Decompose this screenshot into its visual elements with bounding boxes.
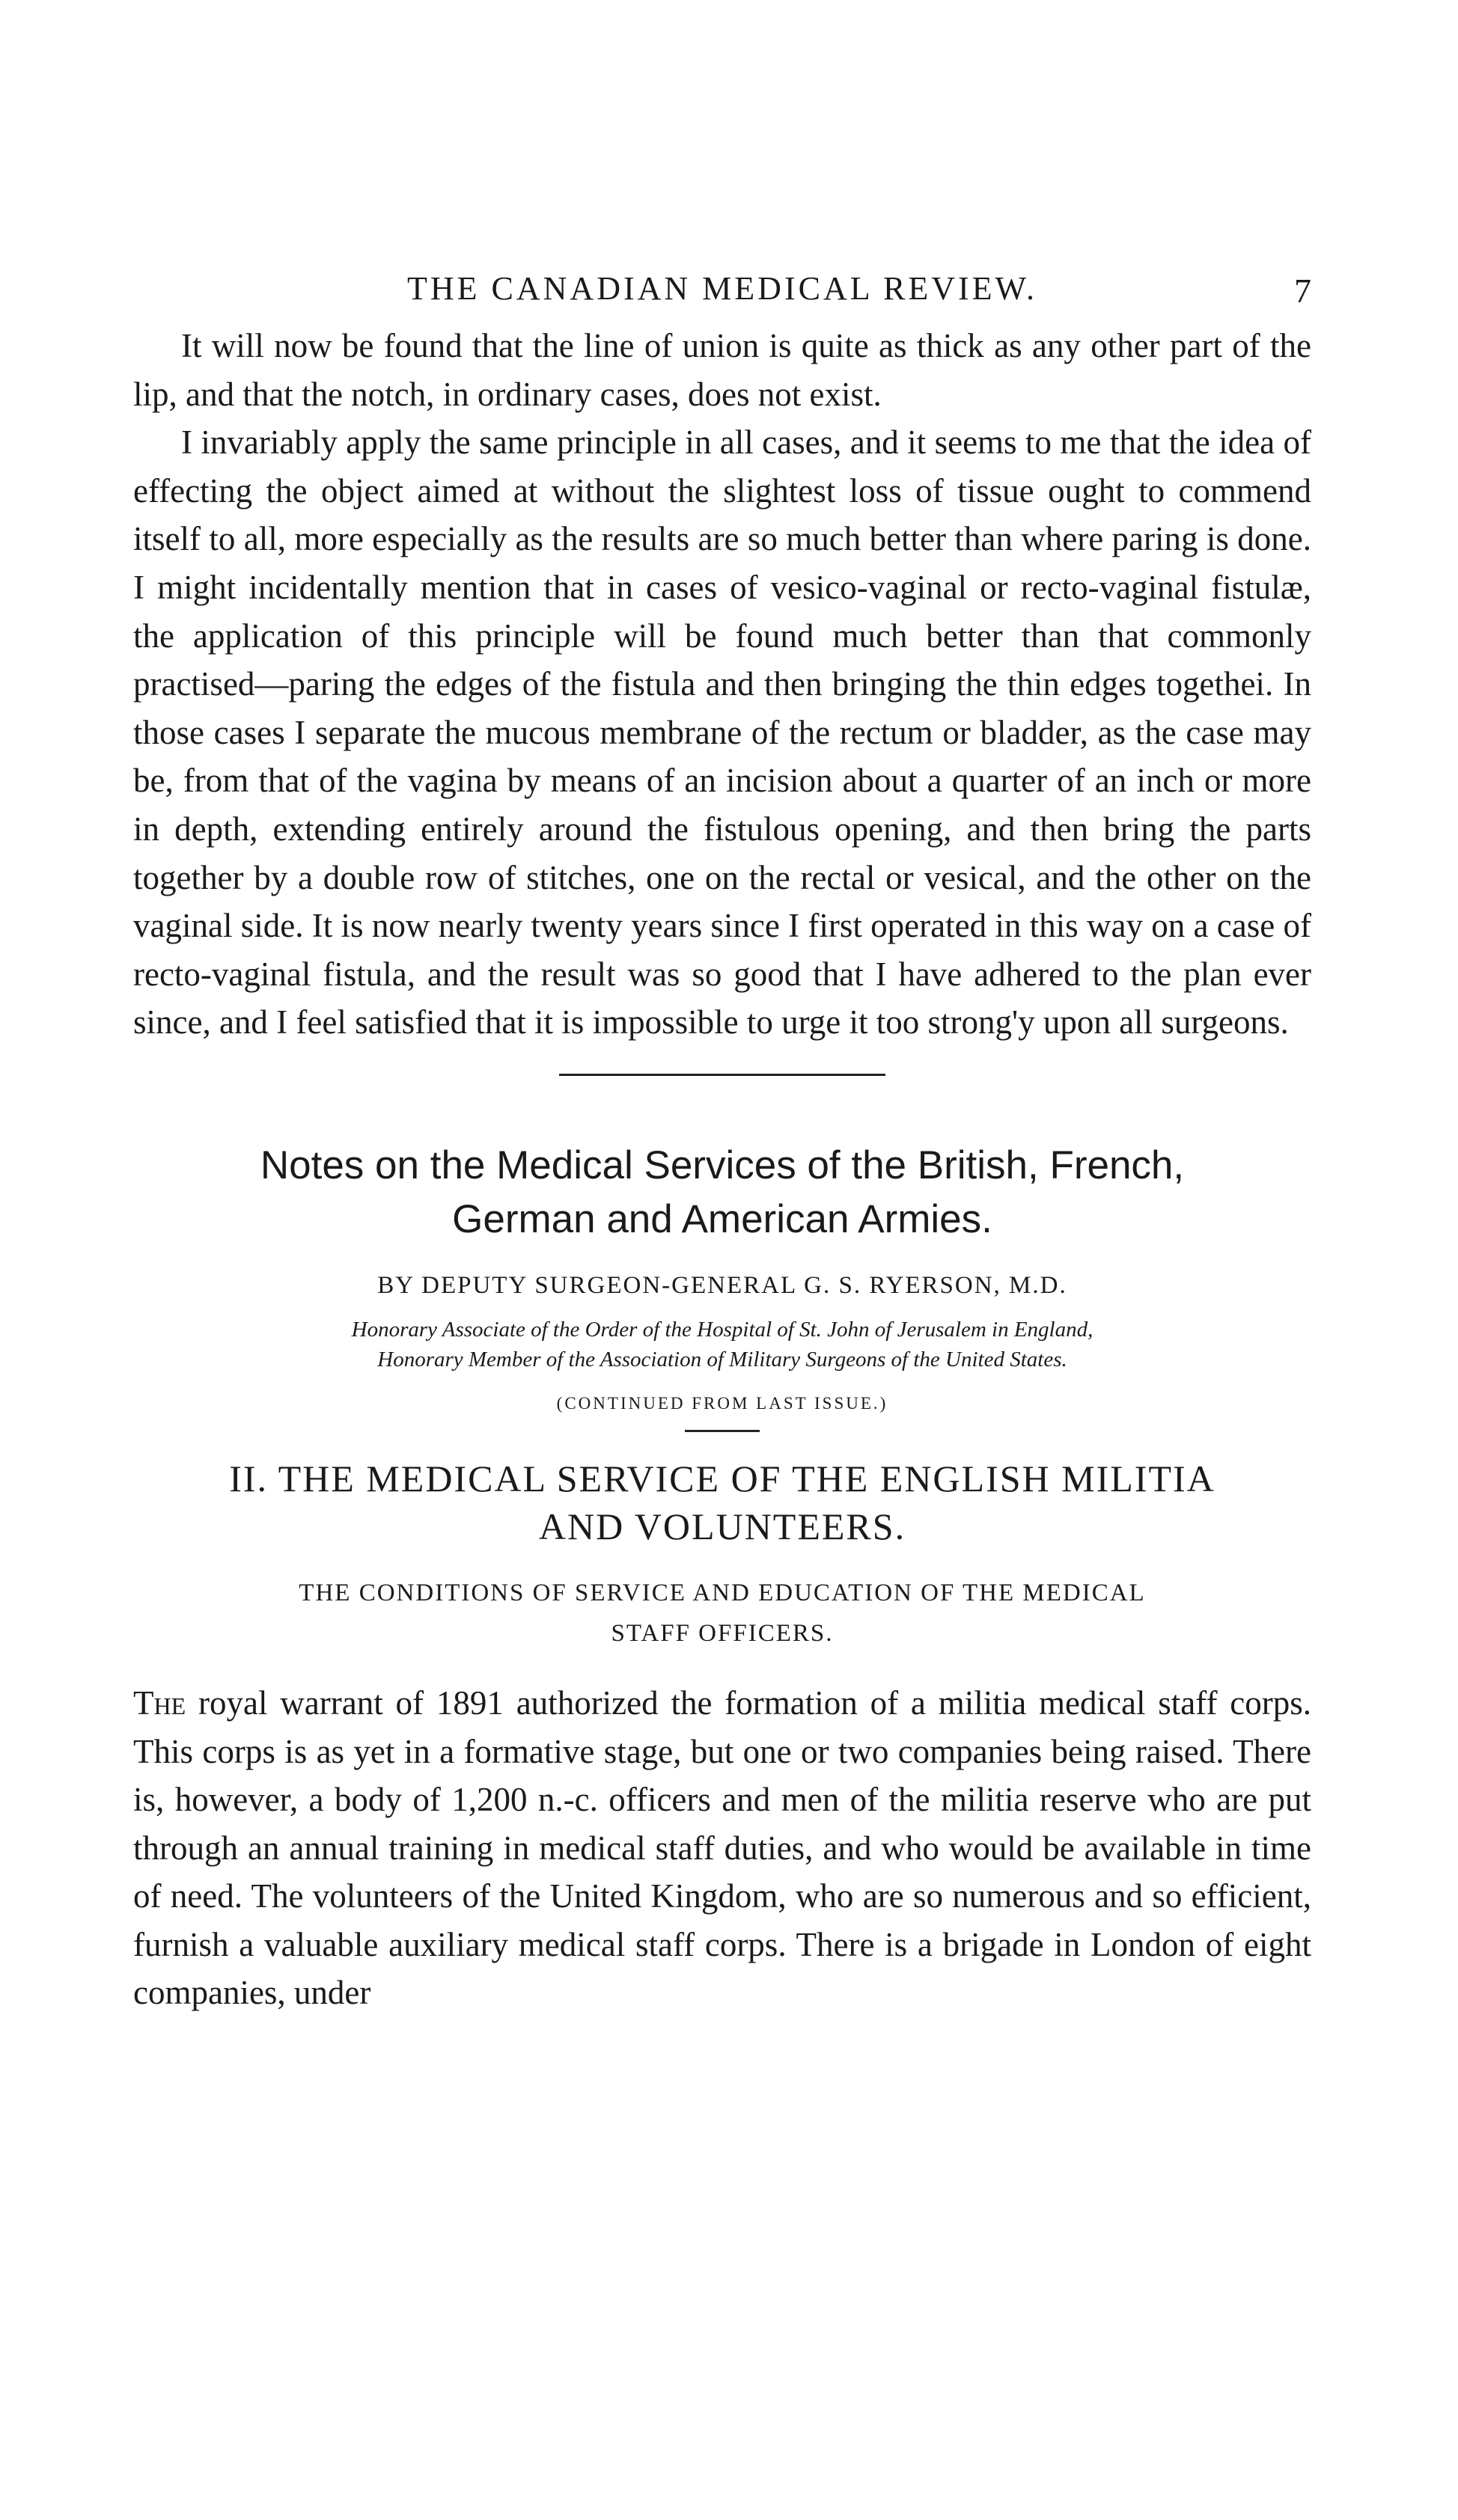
running-header — [133, 269, 1311, 322]
subheading — [133, 1573, 1311, 1654]
author-byline: BY DEPUTY SURGEON-GENERAL G. S. RYERSON, M.D. — [377, 1271, 1067, 1299]
author-affiliation — [133, 1315, 1311, 1374]
part-title — [133, 1455, 1311, 1550]
running-title: THE CANADIAN MEDICAL REVIEW. — [407, 270, 1037, 307]
section-divider — [559, 1074, 885, 1076]
continued-note: (CONTINUED FROM LAST ISSUE.) — [556, 1393, 888, 1413]
article-body-text: royal warrant of 1891 authorized the formation of a militia medical staff corps. This corps is as yet in a formative stage, but one or two companies being raised. There is, however, a body of 1,200 n.-c. officers and men of the militia reserve who are put through an annual training in medical staff duties, and who would be available in time of need. The volunteers of the United Kingdom, who are so numerous and so efficient, furnish a valuable auxiliary medical staff corps. There is a brigade in London of eight companies, under — [133, 1683, 1311, 2012]
affiliation-line-2: Honorary Member of the Association of Military Surgeons of the United States. — [377, 1347, 1067, 1371]
affiliation-line-1: Honorary Associate of the Order of the Hospital of St. John of Jerusalem in England, — [351, 1317, 1094, 1342]
article-title — [133, 1139, 1311, 1247]
document-page — [133, 269, 1311, 2017]
article-title-line-1: Notes on the Medical Services of the British, French, — [260, 1143, 1185, 1187]
page-number: 7 — [1294, 272, 1311, 310]
lead-word: The — [133, 1683, 186, 1722]
article-body-paragraph — [133, 1679, 1311, 2017]
part-title-line-1: II. THE MEDICAL SERVICE OF THE ENGLISH MILITIA — [229, 1457, 1215, 1499]
subheading-line-2: STAFF OFFICERS. — [611, 1619, 834, 1647]
paragraph-2: I invariably apply the same principle in all cases, and it seems to me that the idea of effecting the object aimed at without the slightest loss of tissue ought to commend itself to all, more especially as the results are so much better than where paring is done. I might incidentally mention that in cases of vesico-vaginal or recto-vaginal fistulæ, the application of this principle will be found much better than that commonly practised—paring the edges of the fistula and then bringing the thin edges togethei. In those cases I separate the mucous membrane of the rectum or bladder, as the case may be, from that of the vagina by means of an incision about a quarter of an inch or more in depth, extending entirely around the fistulous opening, and then bring the parts together by a double row of stitches, one on the rectal or vesical, and the other on the vaginal side. It is now nearly twenty years since I first operated in this way on a case of recto-vaginal fistula, and the result was so good that I have adhered to the plan ever since, and I feel satisfied that it is impossible to urge it too strong'y upon all surgeons. — [133, 423, 1311, 1042]
short-divider — [685, 1430, 760, 1432]
paragraph-1: It will now be found that the line of union is quite as thick as any other part of the lip, and that the notch, in ordinary cases, does not exist. — [133, 327, 1311, 413]
part-title-line-2: AND VOLUNTEERS. — [538, 1505, 906, 1547]
article-title-line-2: German and American Armies. — [452, 1196, 992, 1241]
subheading-line-1: THE CONDITIONS OF SERVICE AND EDUCATION OF THE MEDICAL — [299, 1579, 1146, 1606]
